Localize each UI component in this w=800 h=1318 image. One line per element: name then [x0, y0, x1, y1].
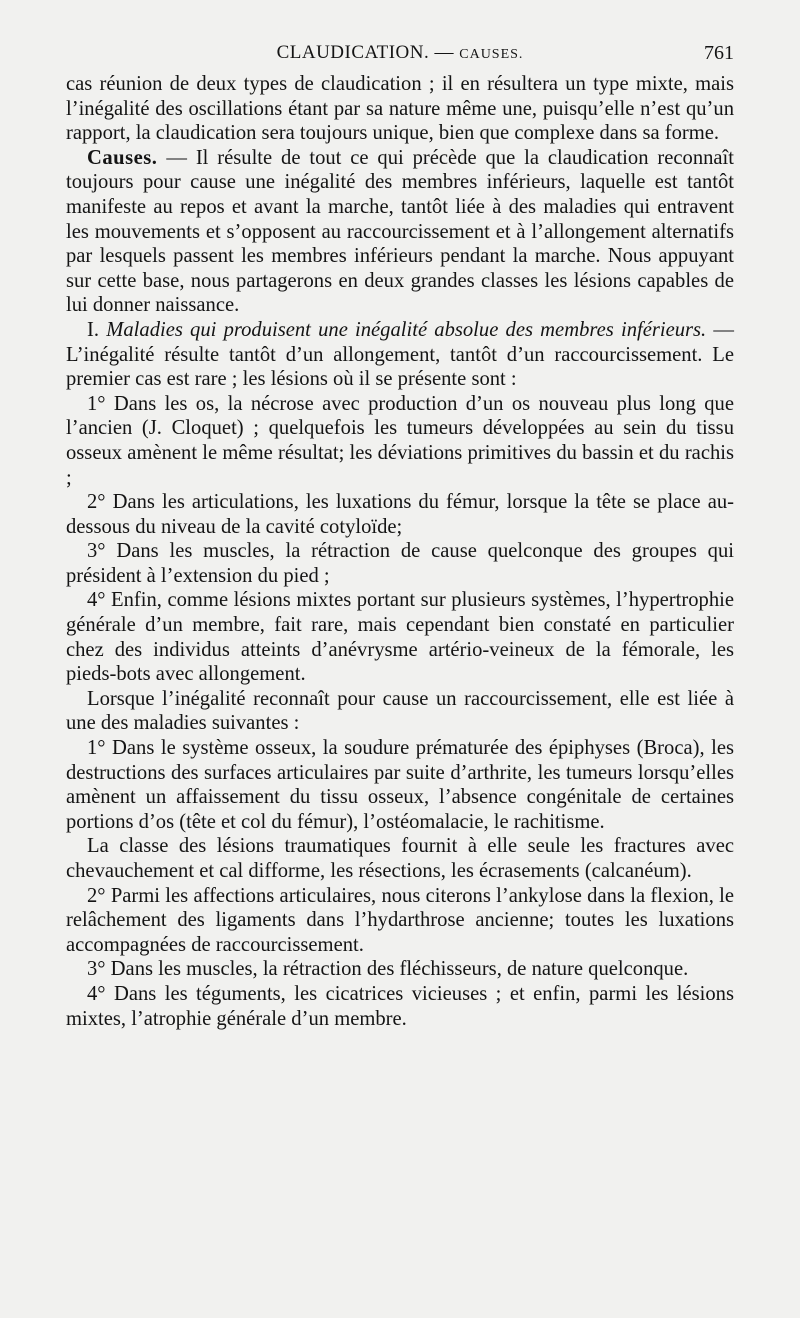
section-title: Maladies qui produisent une inégalité absolue des membres inférieurs. [106, 318, 707, 341]
paragraph-causes [66, 146, 734, 318]
list-item-bone-system: 1° Dans le système osseux, la soudure prématurée des épiphyses (Broca), les destructions des surfaces articulaires par suite d’arthrite, les tumeurs lorsqu’elles amènent un affaissement du tissu osseux, l’absence congénitale de certaines portions d’os (tête et col du fémur), l’ostéomalacie, le rachitisme. [66, 737, 734, 833]
list-item-teguments: 4° Dans les téguments, les cicatrices vicieuses ; et enfin, parmi les lésions mixtes, l’atrophie générale d’un membre. [66, 982, 734, 1030]
list-item-joints: 2° Dans les articulations, les luxations du fémur, lorsque la tête se place au-dessous du niveau de la cavité cotyloïde; [66, 491, 734, 538]
causes-text: — Il résulte de tout ce qui précède que la claudication reconnaît toujours pour cause une inégalité des membres inférieurs, laquelle est tantôt manifeste au repos et avant la marche, tantôt liée à des maladies qui entravent les mouvements et s’opposent au raccourcissement et à l’allongement alternatifs par lesquels passent les membres inférieurs pendant la marche. Nous appuyant sur cette base, nous partagerons en deux grandes classes les lésions capables de lui donner naissance. [66, 146, 734, 317]
header-title: CLAUDICATION. [276, 42, 430, 63]
list-item-muscles: 3° Dans les muscles, la rétraction de cause quelconque des groupes qui président à l’extension du pied ; [66, 540, 734, 587]
running-title [66, 42, 734, 64]
header-subtitle: CAUSES. [459, 47, 524, 62]
section-text: — L’inégalité résulte tantôt d’un allongement, tantôt d’un raccourcissement. Le premier cas est rare ; les lésions où il se présente sont : [66, 318, 734, 391]
header-separator: — [434, 42, 454, 63]
list-item-articular: 2° Parmi les affections articulaires, nous citerons l’ankylose dans la flexion, le relâchement des ligaments dans l’hydarthrose ancienne; toutes les luxations accompagnées de raccourcissement. [66, 884, 734, 956]
body-text [66, 72, 734, 1031]
list-item-flexors: 3° Dans les muscles, la rétraction des fléchisseurs, de nature quelconque. [87, 958, 689, 981]
paragraph-section-1 [66, 318, 734, 392]
paragraph-traumatic: La classe des lésions traumatiques fournit à elle seule les fractures avec chevauchement et cal difforme, les résections, les écrasements (calcanéum). [66, 835, 734, 882]
section-number: I. [87, 318, 100, 341]
list-item-mixed: 4° Enfin, comme lésions mixtes portant sur plusieurs systèmes, l’hypertrophie générale d’un membre, fait rare, mais cependant bien constaté en particulier chez des individus atteints d’anévrysme artério-veineux de la fémorale, les pieds-bots avec allongement. [66, 589, 734, 686]
list-item-bones: 1° Dans les os, la nécrose avec production d’un os nouveau plus long que l’ancien (J. Cloquet) ; quelquefois les tumeurs développées au sein du tissu osseux amènent le même résultat; les déviations primitives du bassin et du rachis ; [66, 392, 734, 489]
running-header [66, 36, 734, 72]
page-content [66, 36, 734, 1031]
paragraph-1: cas réunion de deux types de claudication ; il en résultera un type mixte, mais l’inégalité des oscillations étant par sa nature même une, puisqu’elle n’est qu’un rapport, la claudication sera toujours unique, bien que complexe dans sa forme. [66, 73, 734, 145]
paragraph-shortening: Lorsque l’inégalité reconnaît pour cause un raccourcissement, elle est liée à une des maladies suivantes : [66, 687, 734, 735]
causes-heading: Causes. [87, 146, 158, 169]
page-number: 761 [704, 42, 734, 64]
